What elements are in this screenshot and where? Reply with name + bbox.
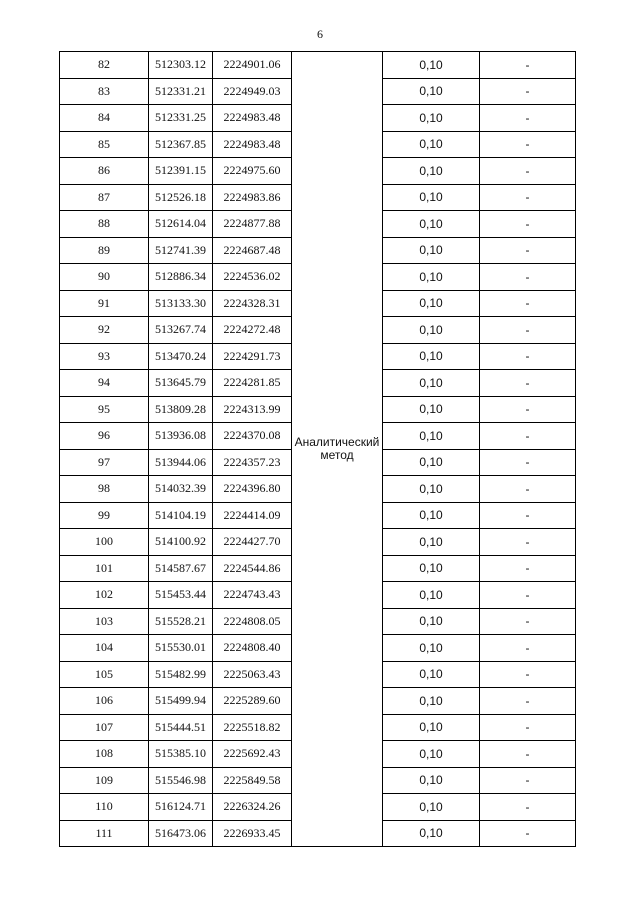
note-cell: - <box>480 131 576 158</box>
x-coordinate-cell: 513267.74 <box>149 317 213 344</box>
accuracy-cell: 0,10 <box>383 317 480 344</box>
accuracy-cell: 0,10 <box>383 290 480 317</box>
point-number-cell: 97 <box>60 449 149 476</box>
y-coordinate-cell: 2224396.80 <box>213 476 292 503</box>
x-coordinate-cell: 512331.21 <box>149 78 213 105</box>
point-number-cell: 83 <box>60 78 149 105</box>
point-number-cell: 91 <box>60 290 149 317</box>
x-coordinate-cell: 514104.19 <box>149 502 213 529</box>
y-coordinate-cell: 2224983.48 <box>213 105 292 132</box>
y-coordinate-cell: 2224808.05 <box>213 608 292 635</box>
accuracy-cell: 0,10 <box>383 582 480 609</box>
point-number-cell: 102 <box>60 582 149 609</box>
x-coordinate-cell: 516473.06 <box>149 820 213 847</box>
x-coordinate-cell: 512391.15 <box>149 158 213 185</box>
point-number-cell: 95 <box>60 396 149 423</box>
x-coordinate-cell: 515499.94 <box>149 688 213 715</box>
accuracy-cell: 0,10 <box>383 635 480 662</box>
y-coordinate-cell: 2224328.31 <box>213 290 292 317</box>
y-coordinate-cell: 2224281.85 <box>213 370 292 397</box>
accuracy-cell: 0,10 <box>383 52 480 79</box>
x-coordinate-cell: 513133.30 <box>149 290 213 317</box>
note-cell: - <box>480 370 576 397</box>
x-coordinate-cell: 515482.99 <box>149 661 213 688</box>
point-number-cell: 86 <box>60 158 149 185</box>
x-coordinate-cell: 512614.04 <box>149 211 213 238</box>
point-number-cell: 89 <box>60 237 149 264</box>
point-number-cell: 110 <box>60 794 149 821</box>
point-number-cell: 92 <box>60 317 149 344</box>
accuracy-cell: 0,10 <box>383 449 480 476</box>
x-coordinate-cell: 513936.08 <box>149 423 213 450</box>
note-cell: - <box>480 317 576 344</box>
point-number-cell: 106 <box>60 688 149 715</box>
note-cell: - <box>480 211 576 238</box>
note-cell: - <box>480 635 576 662</box>
x-coordinate-cell: 513470.24 <box>149 343 213 370</box>
accuracy-cell: 0,10 <box>383 688 480 715</box>
point-number-cell: 82 <box>60 52 149 79</box>
point-number-cell: 99 <box>60 502 149 529</box>
x-coordinate-cell: 512367.85 <box>149 131 213 158</box>
y-coordinate-cell: 2224427.70 <box>213 529 292 556</box>
x-coordinate-cell: 512741.39 <box>149 237 213 264</box>
y-coordinate-cell: 2224687.48 <box>213 237 292 264</box>
note-cell: - <box>480 502 576 529</box>
point-number-cell: 90 <box>60 264 149 291</box>
point-number-cell: 98 <box>60 476 149 503</box>
accuracy-cell: 0,10 <box>383 370 480 397</box>
accuracy-cell: 0,10 <box>383 131 480 158</box>
accuracy-cell: 0,10 <box>383 476 480 503</box>
note-cell: - <box>480 582 576 609</box>
note-cell: - <box>480 741 576 768</box>
point-number-cell: 100 <box>60 529 149 556</box>
note-cell: - <box>480 688 576 715</box>
note-cell: - <box>480 52 576 79</box>
y-coordinate-cell: 2224901.06 <box>213 52 292 79</box>
coordinates-table <box>59 51 576 847</box>
y-coordinate-cell: 2225289.60 <box>213 688 292 715</box>
x-coordinate-cell: 516124.71 <box>149 794 213 821</box>
point-number-cell: 104 <box>60 635 149 662</box>
note-cell: - <box>480 449 576 476</box>
y-coordinate-cell: 2224877.88 <box>213 211 292 238</box>
x-coordinate-cell: 515444.51 <box>149 714 213 741</box>
y-coordinate-cell: 2224983.48 <box>213 131 292 158</box>
note-cell: - <box>480 105 576 132</box>
y-coordinate-cell: 2224975.60 <box>213 158 292 185</box>
accuracy-cell: 0,10 <box>383 105 480 132</box>
accuracy-cell: 0,10 <box>383 714 480 741</box>
note-cell: - <box>480 158 576 185</box>
accuracy-cell: 0,10 <box>383 396 480 423</box>
accuracy-cell: 0,10 <box>383 158 480 185</box>
x-coordinate-cell: 512886.34 <box>149 264 213 291</box>
table-row <box>60 52 576 79</box>
point-number-cell: 111 <box>60 820 149 847</box>
accuracy-cell: 0,10 <box>383 184 480 211</box>
page-number: 6 <box>317 27 323 41</box>
x-coordinate-cell: 514100.92 <box>149 529 213 556</box>
coordinates-table-body <box>60 52 576 847</box>
point-number-cell: 84 <box>60 105 149 132</box>
x-coordinate-cell: 514587.67 <box>149 555 213 582</box>
y-coordinate-cell: 2224313.99 <box>213 396 292 423</box>
y-coordinate-cell: 2225692.43 <box>213 741 292 768</box>
point-number-cell: 85 <box>60 131 149 158</box>
y-coordinate-cell: 2225518.82 <box>213 714 292 741</box>
y-coordinate-cell: 2224536.02 <box>213 264 292 291</box>
accuracy-cell: 0,10 <box>383 423 480 450</box>
note-cell: - <box>480 264 576 291</box>
point-number-cell: 96 <box>60 423 149 450</box>
note-cell: - <box>480 608 576 635</box>
y-coordinate-cell: 2224983.86 <box>213 184 292 211</box>
y-coordinate-cell: 2226933.45 <box>213 820 292 847</box>
note-cell: - <box>480 343 576 370</box>
accuracy-cell: 0,10 <box>383 661 480 688</box>
accuracy-cell: 0,10 <box>383 555 480 582</box>
y-coordinate-cell: 2224370.08 <box>213 423 292 450</box>
method-label: Аналитический метод <box>294 435 380 462</box>
note-cell: - <box>480 476 576 503</box>
accuracy-cell: 0,10 <box>383 767 480 794</box>
note-cell: - <box>480 714 576 741</box>
point-number-cell: 108 <box>60 741 149 768</box>
x-coordinate-cell: 515528.21 <box>149 608 213 635</box>
x-coordinate-cell: 515530.01 <box>149 635 213 662</box>
accuracy-cell: 0,10 <box>383 78 480 105</box>
point-number-cell: 105 <box>60 661 149 688</box>
y-coordinate-cell: 2224291.73 <box>213 343 292 370</box>
note-cell: - <box>480 184 576 211</box>
y-coordinate-cell: 2225849.58 <box>213 767 292 794</box>
y-coordinate-cell: 2224743.43 <box>213 582 292 609</box>
note-cell: - <box>480 661 576 688</box>
x-coordinate-cell: 513809.28 <box>149 396 213 423</box>
accuracy-cell: 0,10 <box>383 343 480 370</box>
accuracy-cell: 0,10 <box>383 529 480 556</box>
y-coordinate-cell: 2224414.09 <box>213 502 292 529</box>
x-coordinate-cell: 515546.98 <box>149 767 213 794</box>
point-number-cell: 107 <box>60 714 149 741</box>
note-cell: - <box>480 423 576 450</box>
x-coordinate-cell: 514032.39 <box>149 476 213 503</box>
accuracy-cell: 0,10 <box>383 211 480 238</box>
point-number-cell: 94 <box>60 370 149 397</box>
x-coordinate-cell: 512303.12 <box>149 52 213 79</box>
note-cell: - <box>480 529 576 556</box>
y-coordinate-cell: 2226324.26 <box>213 794 292 821</box>
accuracy-cell: 0,10 <box>383 264 480 291</box>
note-cell: - <box>480 767 576 794</box>
note-cell: - <box>480 794 576 821</box>
note-cell: - <box>480 555 576 582</box>
note-cell: - <box>480 237 576 264</box>
point-number-cell: 88 <box>60 211 149 238</box>
accuracy-cell: 0,10 <box>383 237 480 264</box>
point-number-cell: 93 <box>60 343 149 370</box>
method-cell <box>292 52 383 847</box>
y-coordinate-cell: 2224808.40 <box>213 635 292 662</box>
note-cell: - <box>480 396 576 423</box>
accuracy-cell: 0,10 <box>383 820 480 847</box>
y-coordinate-cell: 2225063.43 <box>213 661 292 688</box>
y-coordinate-cell: 2224544.86 <box>213 555 292 582</box>
accuracy-cell: 0,10 <box>383 741 480 768</box>
x-coordinate-cell: 513645.79 <box>149 370 213 397</box>
x-coordinate-cell: 515385.10 <box>149 741 213 768</box>
point-number-cell: 109 <box>60 767 149 794</box>
note-cell: - <box>480 78 576 105</box>
note-cell: - <box>480 290 576 317</box>
x-coordinate-cell: 512526.18 <box>149 184 213 211</box>
x-coordinate-cell: 513944.06 <box>149 449 213 476</box>
x-coordinate-cell: 515453.44 <box>149 582 213 609</box>
point-number-cell: 103 <box>60 608 149 635</box>
accuracy-cell: 0,10 <box>383 608 480 635</box>
y-coordinate-cell: 2224357.23 <box>213 449 292 476</box>
y-coordinate-cell: 2224272.48 <box>213 317 292 344</box>
note-cell: - <box>480 820 576 847</box>
accuracy-cell: 0,10 <box>383 502 480 529</box>
accuracy-cell: 0,10 <box>383 794 480 821</box>
point-number-cell: 101 <box>60 555 149 582</box>
y-coordinate-cell: 2224949.03 <box>213 78 292 105</box>
point-number-cell: 87 <box>60 184 149 211</box>
x-coordinate-cell: 512331.25 <box>149 105 213 132</box>
